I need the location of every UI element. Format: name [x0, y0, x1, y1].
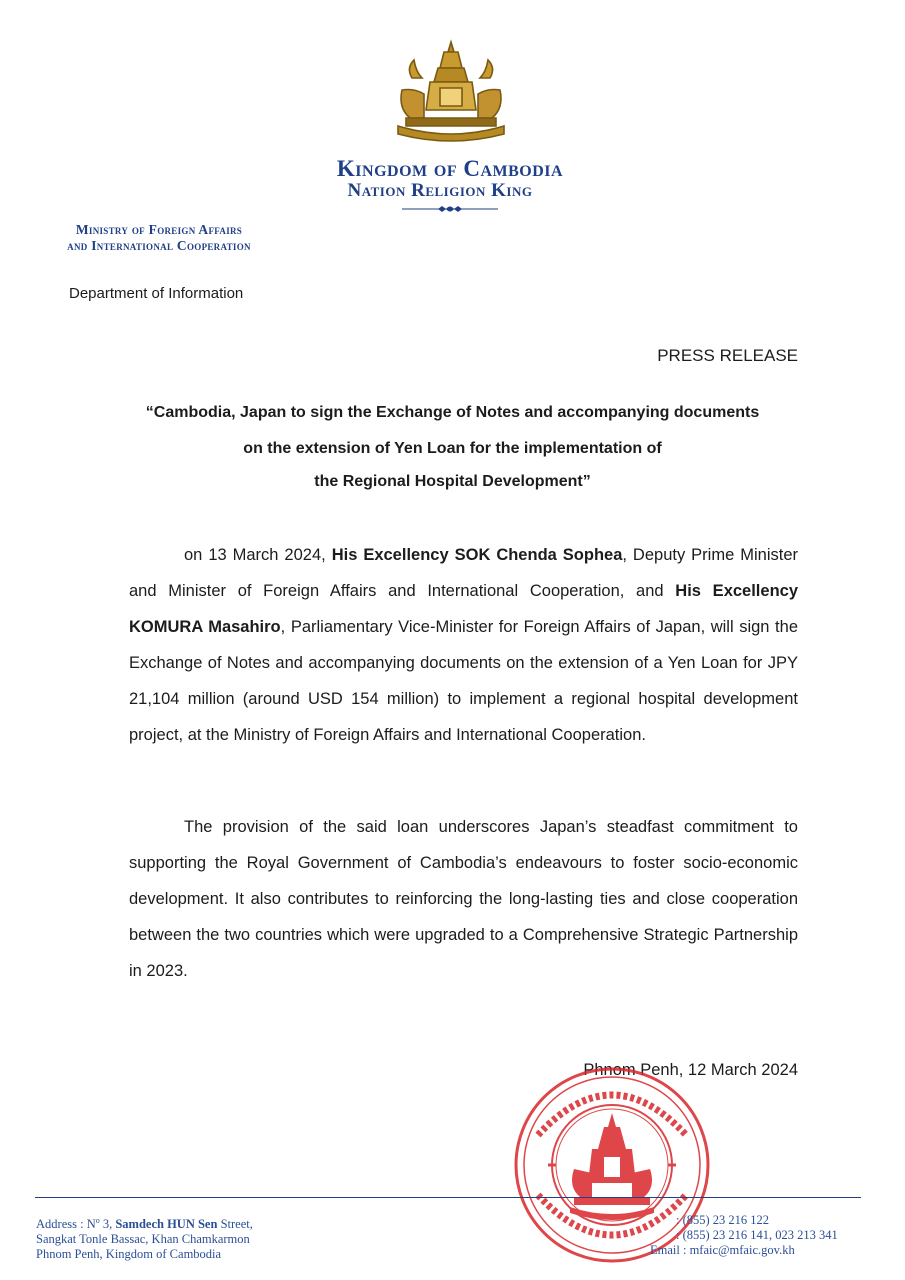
- document-type-label: PRESS RELEASE: [657, 346, 798, 365]
- contact-fax: [650, 1228, 838, 1243]
- footer-divider: [35, 1197, 861, 1198]
- department-name: Department of Information: [69, 285, 244, 302]
- para-1-text-c: , Parliamentary Vice-Minister for Foreign Affairs of Japan, will sign the Exchange of Notes and accompanying documents on the extension of a Yen Loan for JPY 21,104 million (around USD 154 million) to implement a regional hospital development project, at the Ministry of Foreign Affairs and International Cooperation.: [129, 618, 798, 744]
- address-line-3: Phnom Penh, Kingdom of Cambodia: [36, 1247, 222, 1262]
- email-label: Email: [650, 1243, 680, 1257]
- email-value[interactable]: : mfaic@mfaic.gov.kh: [679, 1243, 795, 1257]
- kingdom-motto: Nation Religion King: [347, 180, 533, 201]
- para-1-name-1: His Excellency SOK Chenda Sophea: [331, 546, 623, 564]
- press-title-line-2: on the extension of Yen Loan for the implementation of: [243, 440, 662, 457]
- address-no-superscript: o: [95, 1216, 100, 1225]
- address-line-2: Sangkat Tonle Bassac, Khan Chamkarmon: [36, 1232, 250, 1247]
- address-label: Address : N: [36, 1217, 96, 1232]
- contact-email: [650, 1243, 838, 1258]
- fax-value: : (855) 23 216 141, 023 213 341: [676, 1228, 838, 1242]
- decorative-flourish-icon: [402, 204, 498, 214]
- place-and-date: Phnom Penh, 12 March 2024: [583, 1061, 798, 1079]
- address-street-suffix: Street,: [217, 1217, 253, 1232]
- ministry-name-line-2: and International Cooperation: [67, 238, 251, 253]
- body-paragraph-2: The provision of the said loan underscores Japan’s steadfast commitment to supporting the Royal Government of Cambodia’s endeavours to foster socio-economic development. It also contributes to reinforcing the long-lasting ties and close cooperation between the two countries which were upgraded to a Comprehensive Strategic Partnership in 2023.: [129, 818, 798, 980]
- kingdom-title: Kingdom of Cambodia: [336, 156, 564, 181]
- para-1-text-b: , Deputy Prime Minister and Minister of Foreign Affairs and International Cooperation, and: [129, 546, 798, 600]
- body-paragraph-1: [129, 537, 798, 753]
- press-title-line-3: the Regional Hospital Development”: [314, 473, 591, 490]
- footer-address: [36, 1213, 253, 1262]
- footer-contact: [650, 1213, 838, 1258]
- contact-tel: [650, 1213, 838, 1228]
- para-1-name-2: His Excellency KOMURA Masahiro: [129, 582, 798, 636]
- press-title-line-1: “Cambodia, Japan to sign the Exchange of Notes and accompanying documents: [145, 404, 760, 421]
- address-street-name: Samdech HUN Sen: [115, 1217, 218, 1232]
- para-1-text-a: on 13 March 2024,: [184, 546, 332, 564]
- address-line-1: [36, 1213, 253, 1232]
- tel-value: : (855) 23 216 122: [676, 1213, 770, 1227]
- ministry-name-line-1: Ministry of Foreign Affairs: [75, 222, 243, 237]
- address-number: 3,: [99, 1217, 116, 1232]
- royal-coat-of-arms-icon: [392, 38, 510, 146]
